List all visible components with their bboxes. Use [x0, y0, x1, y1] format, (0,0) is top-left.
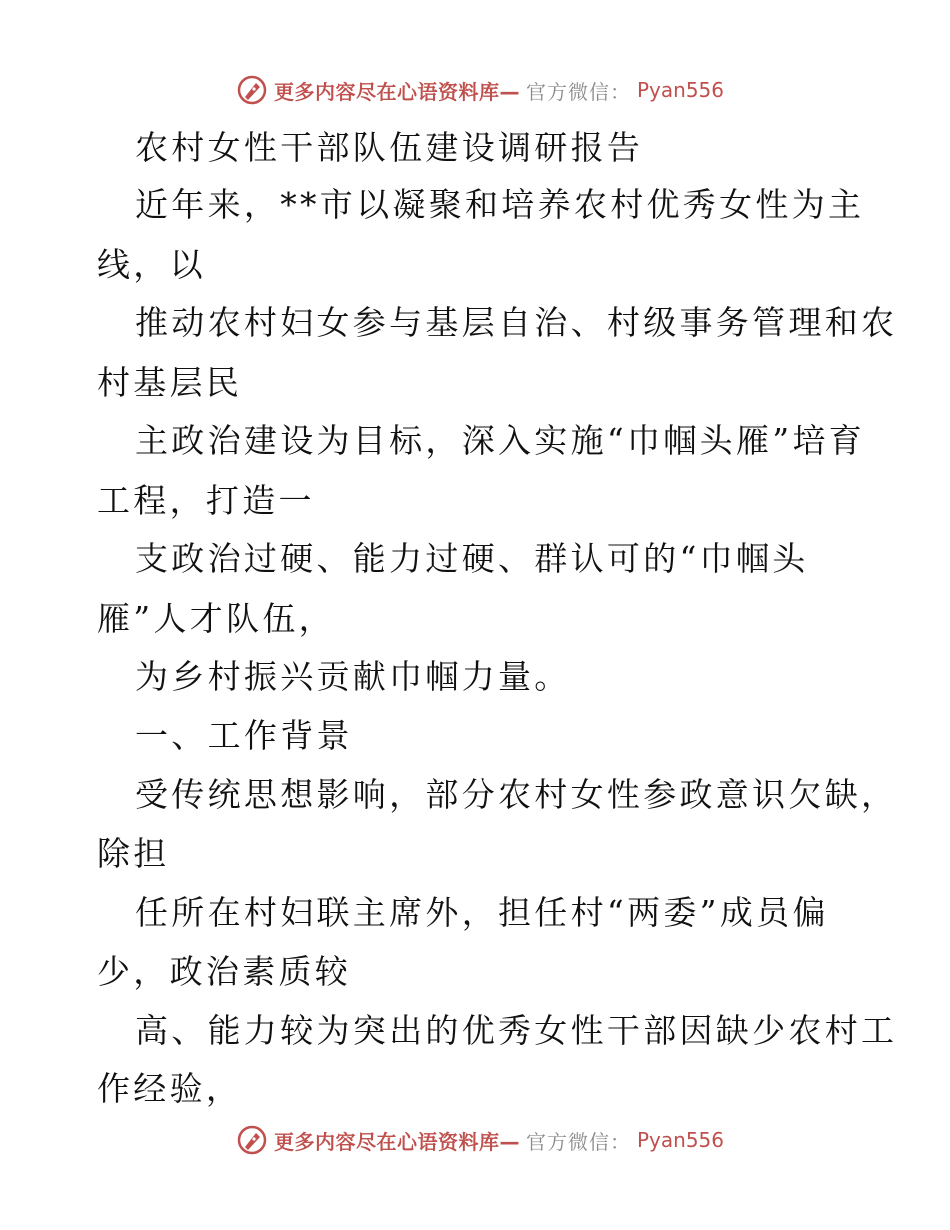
section-heading: 一、工作背景 — [135, 716, 353, 755]
document-title: 农村女性干部队伍建设调研报告 — [135, 128, 644, 167]
paragraph-line: 支政治过硬、能力过硬、群认可的“巾帼头 — [135, 539, 809, 578]
paragraph-line: 线，以 — [97, 245, 206, 284]
paragraph-line: 作经验， — [97, 1069, 243, 1108]
paragraph-line: 为乡村振兴贡献巾帼力量。 — [135, 657, 571, 696]
paragraph-line: 任所在村妇联主席外，担任村“两委”成员偏 — [135, 893, 829, 932]
paragraph-line: 少，政治素质较 — [97, 952, 352, 991]
watermark-main-text: 更多内容尽在心语资料库— — [274, 79, 520, 104]
paragraph-line: 除担 — [97, 834, 170, 873]
pen-nib-logo-icon — [236, 74, 268, 106]
watermark-wechat-id: Pyan556 — [637, 78, 725, 102]
paragraph-line: 主政治建设为目标，深入实施“巾帼头雁”培育 — [135, 421, 866, 460]
paragraph-line: 推动农村妇女参与基层自治、村级事务管理和农 — [135, 303, 898, 342]
watermark-wechat-label: 官方微信： — [526, 1129, 631, 1154]
paragraph-line: 近年来，**市以凝聚和培养农村优秀女性为主 — [135, 185, 865, 224]
watermark-wechat-label: 官方微信： — [526, 79, 631, 104]
paragraph-line: 村基层民 — [97, 363, 243, 402]
watermark-wechat-id: Pyan556 — [637, 1128, 725, 1152]
paragraph-line: 雁”人才队伍， — [97, 599, 335, 638]
paragraph-line: 高、能力较为突出的优秀女性干部因缺少农村工 — [135, 1011, 898, 1050]
pen-nib-logo-icon — [236, 1124, 268, 1156]
paragraph-line: 受传统思想影响，部分农村女性参政意识欠缺， — [135, 775, 898, 814]
watermark-header — [236, 73, 724, 107]
paragraph-line: 工程，打造一 — [97, 481, 315, 520]
watermark-main-text: 更多内容尽在心语资料库— — [274, 1129, 520, 1154]
watermark-footer — [236, 1123, 724, 1157]
